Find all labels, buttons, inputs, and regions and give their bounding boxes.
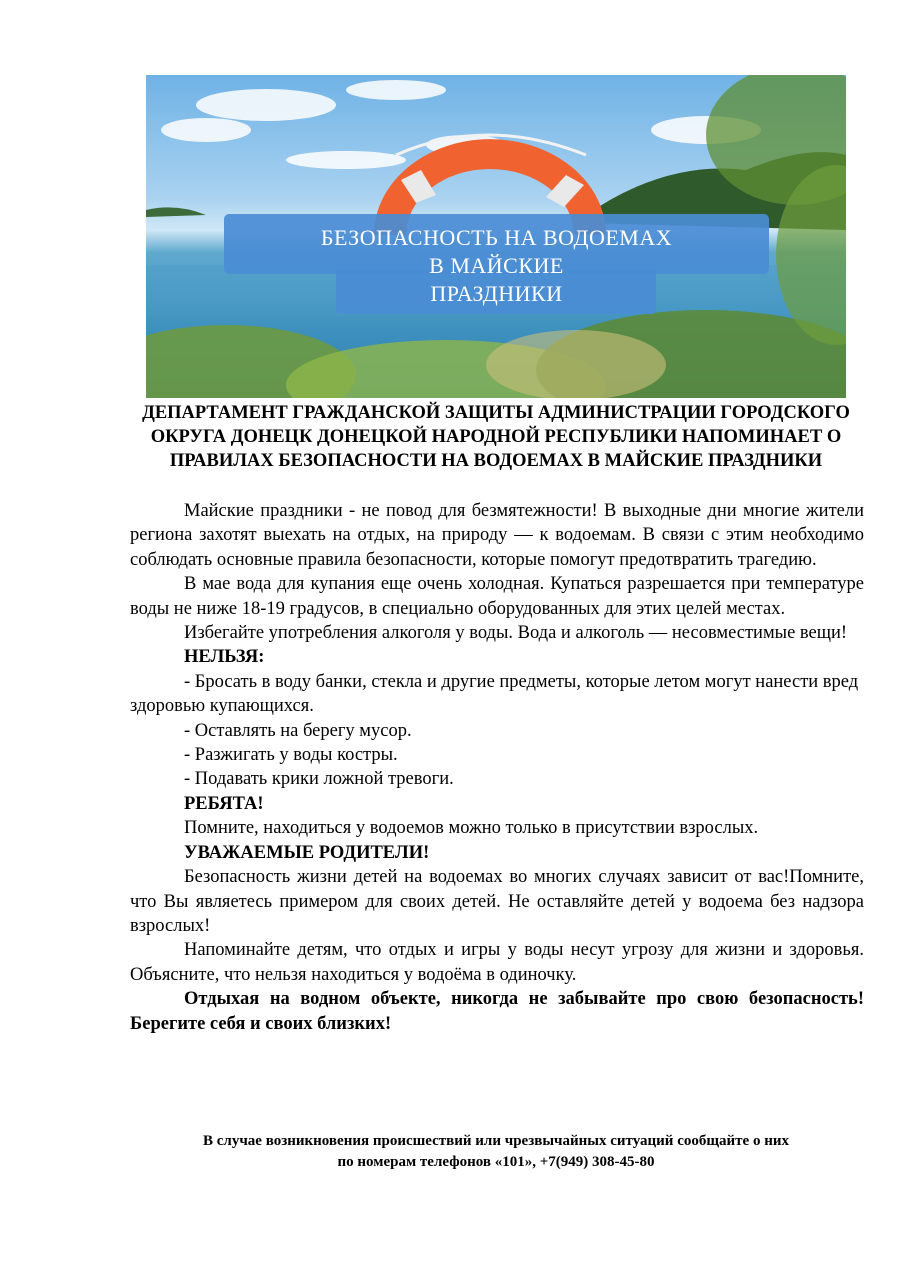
banner-title-line-3: ПРАЗДНИКИ [430,281,563,306]
parents-paragraph-1: Безопасность жизни детей на водоемах во многих случаях зависит от вас!Помните, что Вы являетесь примером для своих детей. Не оставляйте детей у водоема без надзора взрослых! [130,867,864,936]
forbidden-item: - Разжигать у воды костры. [184,745,398,766]
forbidden-item: - Бросать в воду банки, стекла и другие предметы, которые летом могут нанести вред здоровью купающихся. [130,671,859,717]
left-shore [146,207,206,217]
kids-text: Помните, находиться у водоемов можно только в присутствии взрослых. [184,818,759,839]
footer-line-2: по номерам телефонов «101», +7(949) 308-45-80 [337,1154,655,1170]
banner-title-line-1: БЕЗОПАСНОСТЬ НА ВОДОЕМАХ [320,225,673,250]
forbidden-item: - Оставлять на берегу мусор. [184,720,412,741]
parents-title: УВАЖАЕМЫЕ РОДИТЕЛИ! [184,842,430,863]
paragraph-intro: Майские праздники - не повод для безмятежности! В выходные дни многие жители региона захотят выехать на отдых, на природу — к водоемам. В связи с этим необходимо соблюдать основные правила безопасности, которые помогут предотвратить трагедию. [130,501,864,570]
forbidden-item: - Подавать крики ложной тревоги. [184,769,454,790]
banner-title-line-2: В МАЙСКИЕ [429,253,564,278]
paragraph-alcohol: Избегайте употребления алкоголя у воды. Вода и алкоголь — несовместимые вещи! [184,623,848,644]
banner-image [146,75,846,398]
footer-line-1: В случае возникновения происшествий или чрезвычайных ситуаций сообщайте о них [203,1133,789,1149]
document-heading: ДЕПАРТАМЕНТ ГРАЖДАНСКОЙ ЗАЩИТЫ АДМИНИСТРАЦИИ ГОРОДСКОГО ОКРУГА ДОНЕЦК ДОНЕЦКОЙ НАРОДНОЙ РЕСПУБЛИКИ НАПОМИНАЕТ О ПРАВИЛАХ БЕЗОПАСНОСТИ НА ВОДОЕМАХ В МАЙСКИЕ ПРАЗДНИКИ [142,403,850,471]
paragraph-water-temperature: В мае вода для купания еще очень холодная. Купаться разрешается при температуре воды не ниже 18-19 градусов, в специально оборудованных для этих целей местах. [130,574,864,619]
closing-paragraph: Отдыхая на водном объекте, никогда не забывайте про свою безопасность! Берегите себя и своих близких! [130,989,864,1034]
banner-title [224,224,769,308]
kids-title: РЕБЯТА! [184,793,264,814]
emergency-footer [120,1131,872,1173]
forbidden-title: НЕЛЬЗЯ: [184,647,265,668]
document-body [130,499,864,1036]
parents-paragraph-2: Напоминайте детям, что отдых и игры у воды несут угрозу для жизни и здоровья. Объясните, что нельзя находиться у водоёма в одиночку. [130,940,864,985]
